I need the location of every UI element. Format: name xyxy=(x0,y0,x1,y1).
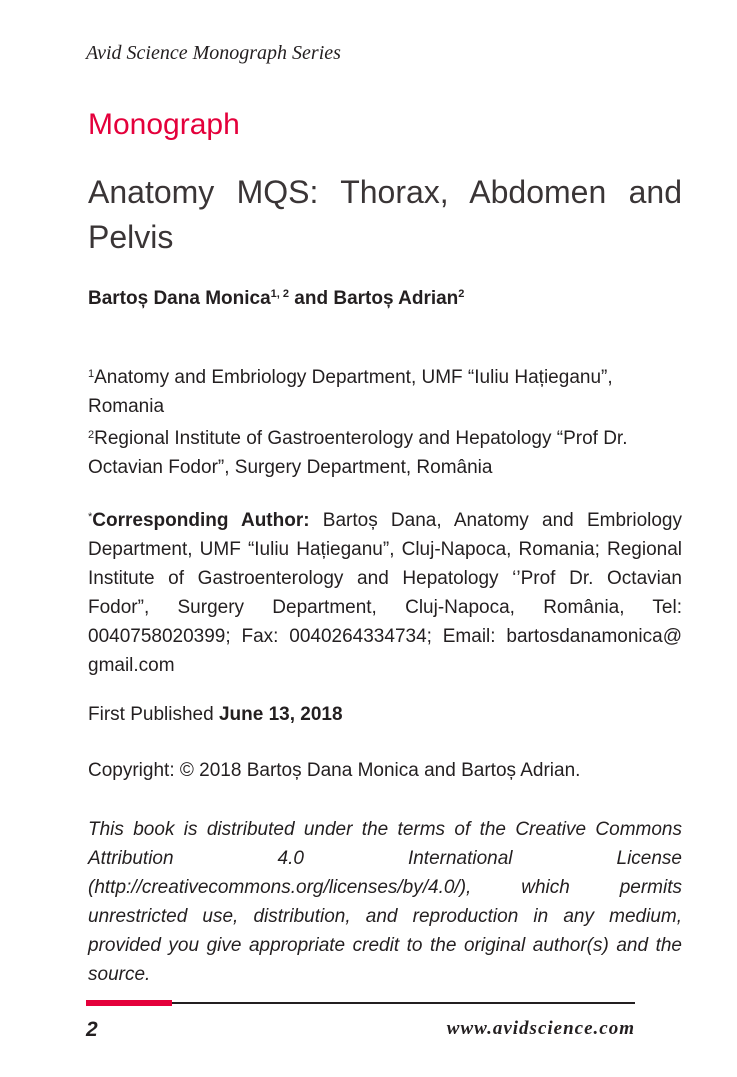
author-2-name: Bartoș Adrian xyxy=(333,288,459,309)
affiliation-item xyxy=(88,421,688,482)
footer-accent-rule xyxy=(86,1000,172,1006)
footer-website: www.avidscience.com xyxy=(446,1018,635,1039)
affiliations-block xyxy=(88,360,688,482)
page-number: 2 xyxy=(86,1018,98,1041)
copyright-line: Copyright: © 2018 Bartoș Dana Monica and Bartoș Adrian. xyxy=(88,760,581,781)
author-1-name: Bartoș Dana Monica xyxy=(88,288,271,309)
corresponding-text: Bartoș Dana, Anatomy and Embriology Department, UMF “Iuliu Hațieganu”, Cluj-Napoca, Romania; Regional Institute of Gastroenterology and Hepatology ‘’Prof Dr. Octavian Fodor”, Surgery Department, Cluj-Napoca, România, Tel: 0040758020399; Fax: 0040264334734; Email: bartosdanamonica@ gmail.com xyxy=(88,510,682,676)
license-statement: This book is distributed under the terms of the Creative Commons Attribution 4.0 International License (http://creativecommons.org/licenses/by/4.0/), which permits unrestricted use, distribution, and reproduction in any medium, provided you give appropriate credit to the original author(s) and the source. xyxy=(88,819,682,985)
authors-line xyxy=(88,288,464,310)
authors-joiner: and xyxy=(289,288,334,309)
section-label: Monograph xyxy=(88,108,240,141)
affiliation-mark: 1 xyxy=(88,368,95,380)
affiliation-item xyxy=(88,360,688,421)
series-header: Avid Science Monograph Series xyxy=(86,42,341,64)
corresponding-mark: * xyxy=(88,511,93,523)
corresponding-author-block xyxy=(88,503,682,680)
page-title: Anatomy MQS: Thorax, Abdomen and Pelvis xyxy=(88,174,682,255)
author-1-affiliation-mark: 1, 2 xyxy=(270,288,290,300)
footer-rule xyxy=(172,1002,635,1004)
affiliation-text: Regional Institute of Gastroenterology and Hepatology “Prof Dr. Octavian Fodor”, Surgery Department, România xyxy=(88,428,628,478)
publication-date-line xyxy=(88,704,343,726)
published-label: First Published xyxy=(88,704,219,725)
published-date: June 13, 2018 xyxy=(218,704,343,725)
affiliation-text: Anatomy and Embriology Department, UMF “Iuliu Hațieganu”, Romania xyxy=(88,367,613,417)
affiliation-mark: 2 xyxy=(88,429,95,441)
author-2-affiliation-mark: 2 xyxy=(458,288,465,300)
corresponding-label: Corresponding Author: xyxy=(92,510,310,531)
